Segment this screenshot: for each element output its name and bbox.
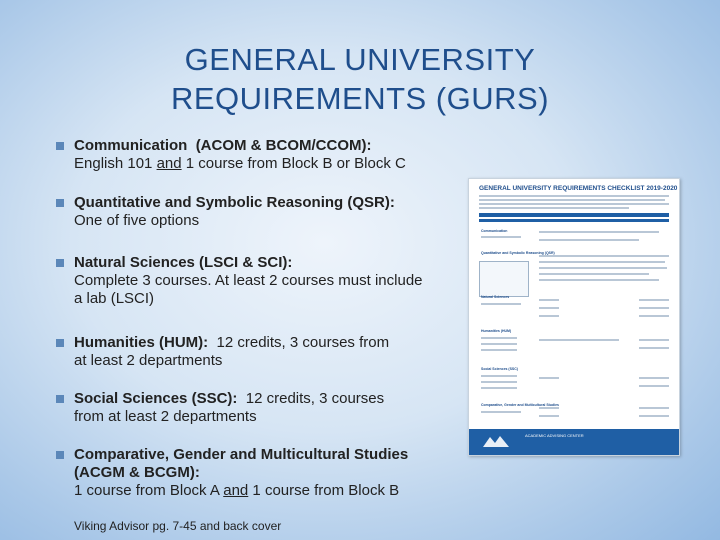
doc-text-line <box>481 337 517 339</box>
item-code: (ACOM & BCOM/CCOM): <box>195 137 372 154</box>
doc-text-line <box>539 267 667 269</box>
doc-text-line <box>639 339 669 341</box>
doc-text-line <box>479 195 669 197</box>
checklist-section-label: Social Sciences (SSC) <box>481 367 518 371</box>
doc-text-line <box>481 381 517 383</box>
item-label-2: (ACGM & BCGM): <box>74 464 200 481</box>
doc-text-line <box>539 407 559 409</box>
item-desc-1: Complete 3 courses. At least 2 courses must include <box>74 272 423 289</box>
doc-text-line <box>481 236 521 238</box>
item-label: Communication <box>74 137 188 154</box>
item-label: Humanities (HUM): <box>74 334 209 351</box>
doc-text-line <box>539 307 559 309</box>
doc-info-box <box>479 261 529 297</box>
doc-text-line <box>479 203 669 205</box>
doc-text-line <box>539 415 559 417</box>
checklist-footer-text: ACADEMIC ADVISING CENTER <box>525 433 584 438</box>
bullet-marker <box>56 259 64 267</box>
checklist-section-label: Communication <box>481 229 508 233</box>
title-line-1: GENERAL UNIVERSITY <box>184 42 536 77</box>
bullet-marker <box>56 199 64 207</box>
item-text <box>74 194 454 230</box>
doc-text-line <box>539 273 649 275</box>
doc-header-bar <box>479 213 669 217</box>
checklist-title: GENERAL UNIVERSITY REQUIREMENTS CHECKLIST 2019-2020 <box>479 185 678 192</box>
doc-text-line <box>479 199 665 201</box>
item-desc-a: 1 course from Block A <box>74 482 224 499</box>
item-desc-inline: 12 credits, 3 courses <box>245 390 385 407</box>
item-label: Quantitative and Symbolic Reasoning (QSR): <box>74 194 395 211</box>
doc-text-line <box>481 343 517 345</box>
checklist-footer-band <box>469 429 679 455</box>
doc-header-bar <box>479 219 669 222</box>
item-desc-2: a lab (LSCI) <box>74 290 155 307</box>
doc-text-line <box>639 415 669 417</box>
item-text <box>74 390 454 426</box>
item-text <box>74 137 454 173</box>
item-desc-a: English 101 <box>74 155 157 172</box>
item-text <box>74 446 454 500</box>
doc-text-line <box>639 307 669 309</box>
item-label: Natural Sciences (LSCI & SCI): <box>74 254 293 271</box>
doc-text-line <box>639 347 669 349</box>
doc-text-line <box>539 239 639 241</box>
item-desc-underlined: and <box>223 482 249 499</box>
bullet-marker <box>56 451 64 459</box>
bullet-marker <box>56 339 64 347</box>
bullet-marker <box>56 142 64 150</box>
item-desc-inline: 12 credits, 3 courses from <box>216 334 390 351</box>
checklist-section-label: Quantitative and Symbolic Reasoning (QSR) <box>481 251 555 255</box>
item-desc-2: from at least 2 departments <box>74 408 257 425</box>
item-text <box>74 254 464 308</box>
item-desc-b: 1 course from Block B or Block C <box>181 155 406 172</box>
doc-text-line <box>539 279 659 281</box>
doc-text-line <box>481 375 517 377</box>
university-logo-icon <box>481 433 511 449</box>
checklist-thumbnail <box>468 178 680 456</box>
doc-text-line <box>481 303 521 305</box>
item-desc-b: 1 course from Block B <box>248 482 400 499</box>
doc-text-line <box>481 349 517 351</box>
doc-text-line <box>539 255 669 257</box>
item-desc-2: at least 2 departments <box>74 352 223 369</box>
item-text <box>74 334 454 370</box>
doc-text-line <box>481 387 517 389</box>
doc-text-line <box>479 207 629 209</box>
title-line-2: REQUIREMENTS (GURS) <box>170 81 550 116</box>
bullet-marker <box>56 395 64 403</box>
doc-text-line <box>639 299 669 301</box>
page-title <box>60 40 660 118</box>
checklist-section-label: Humanities (HUM) <box>481 329 512 333</box>
doc-text-line <box>539 261 665 263</box>
doc-text-line <box>481 411 521 413</box>
item-desc-underlined: and <box>156 155 182 172</box>
doc-text-line <box>639 407 669 409</box>
doc-text-line <box>639 315 669 317</box>
doc-text-line <box>539 315 559 317</box>
footer-note: Viking Advisor pg. 7-45 and back cover <box>74 519 282 533</box>
item-desc: One of five options <box>74 212 200 229</box>
doc-text-line <box>539 377 559 379</box>
doc-text-line <box>539 231 659 233</box>
item-label-1: Comparative, Gender and Multicultural Studies <box>74 446 409 463</box>
doc-text-line <box>639 377 669 379</box>
doc-text-line <box>539 339 619 341</box>
doc-text-line <box>639 385 669 387</box>
checklist-section-label: Comparative, Gender and Multicultural Studies <box>481 403 559 407</box>
item-label: Social Sciences (SSC): <box>74 390 238 407</box>
checklist-section-label: Natural Sciences <box>481 295 510 299</box>
doc-text-line <box>539 299 559 301</box>
